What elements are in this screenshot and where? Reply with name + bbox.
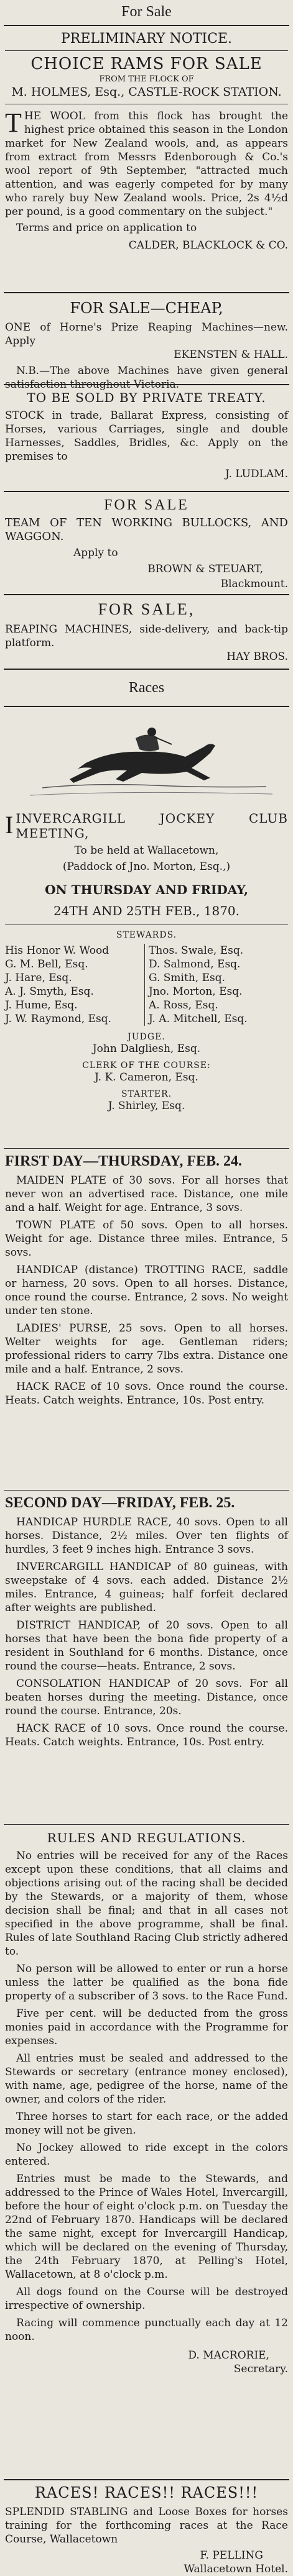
ludlam-advert	[5, 390, 288, 481]
race-entry: HANDICAP (distance) TROTTING RACE, saddle or harness, 20 sovs. Open to all horses. Distance, once round the course. Entrance, 2 sovs. No weight under ten stone.	[5, 1264, 288, 1317]
steward-name: D. Salmond, Esq.	[149, 958, 241, 971]
jockey-paddock: (Paddock of Jno. Morton, Esq.,)	[62, 861, 231, 873]
rams-body	[5, 109, 288, 219]
jockey-dates2: 24TH AND 25TH FEB., 1870.	[53, 903, 240, 918]
pelling-body: SPLENDID STABLING and Loose Boxes for horses training for the forthcoming races at the Race Course, Wallacetown	[5, 2506, 288, 2546]
clerk-name: J. K. Cameron, Esq.	[95, 1071, 198, 1084]
racehorse-engraving	[5, 713, 288, 806]
steward-name: His Honor W. Wood	[5, 944, 109, 957]
bullocks-apply: Apply to	[73, 547, 118, 559]
racehorse-image	[5, 713, 288, 806]
steward-name: J. Hume, Esq.	[5, 999, 78, 1012]
race-entry: No entries will be received for any of the Races except upon these conditions, that all claims and objections arising out of the racing shall be decided by the Stewards, or a majority of them, whose decision shall be final; and that in all cases not specified in the above programme, shall be final. Rules of late Southland Racing Club strictly adhered to.	[5, 1850, 288, 1958]
rams-terms: Terms and price on application to	[16, 222, 197, 234]
stewards-list	[5, 944, 288, 1026]
race-entry: Entries must be made to the Stewards, and addressed to the Prince of Wales Hotel, Invercargill, before the hour of eight o'clock p.m. on Tuesday the 22nd of February 1870. Handicaps will be declared the same night, except for Invercargill Handicap, which will be declared on the evening of Thursday, the 24th February 1870, at Pelling's Hotel, Wallacetown, at 8 o'clock p.m.	[5, 2173, 288, 2281]
steward-name: J. A. Mitchell, Esq.	[149, 1013, 248, 1025]
steward-name: J. Hare, Esq.	[5, 972, 72, 984]
judge-label: JUDGE.	[128, 1032, 165, 1042]
rams-notice-title: PRELIMINARY NOTICE.	[60, 31, 233, 47]
race-entry: HANDICAP HURDLE RACE, 40 sovs. Open to all horses. Distance, 2½ miles. Over ten flights of hurdles, 3 feet 9 inches high. Entrance 3 sovs.	[5, 1516, 288, 1556]
race-entry: CONSOLATION HANDICAP of 20 sovs. For all beaten horses during the meeting. Distance, once round the course. Entrance, 20s.	[5, 1678, 288, 1717]
bullocks-heading: FOR SALE	[104, 497, 189, 513]
race-entry: No person will be allowed to enter or run a horse unless the latter be qualified as the bona fide property of a subscriber of 3 sovs. to the Race Fund.	[5, 1963, 288, 2003]
steward-name: A. Ross, Esq.	[149, 999, 218, 1012]
divider	[4, 292, 289, 293]
ludlam-agent: J. LUDLAM.	[225, 468, 288, 480]
starter-name: J. Shirley, Esq.	[108, 1100, 185, 1112]
rams-owner: M. HOLMES, Esq., CASTLE-ROCK STATION.	[11, 85, 282, 99]
race-entry: HACK RACE of 10 sovs. Once round the course. Heats. Catch weights. Entrance, 10s. Post entry.	[5, 1381, 288, 1407]
second-day	[5, 1495, 288, 1749]
divider	[4, 1490, 289, 1491]
races-header: Races	[128, 680, 165, 696]
bullocks-place: Blackmount.	[220, 578, 288, 590]
second-day-races	[5, 1515, 288, 1749]
reaper-advert	[5, 299, 288, 391]
reaping-advert	[5, 600, 288, 664]
reaper-agent: EKENSTEN & HALL.	[174, 349, 288, 361]
divider	[4, 1824, 289, 1825]
first-day-title: FIRST DAY—THURSDAY, FEB. 24.	[5, 1153, 242, 1169]
race-entry: DISTRICT HANDICAP, of 20 sovs. Open to all horses that have been the bona fide property of a resident in Southland for 6 months. Distance, once round the course—heats. Entrance, 2 sovs.	[5, 1619, 288, 1673]
race-entry: Five per cent. will be deducted from the gross monies paid in accordance with the Programme for expenses.	[5, 2007, 288, 2047]
clerk-label: CLERK OF THE COURSE:	[82, 1061, 211, 1071]
judge-name: John Dalgliesh, Esq.	[92, 1043, 201, 1055]
rules-title: RULES AND REGULATIONS.	[47, 1830, 246, 1845]
pelling-agent: F. PELLING	[200, 2549, 263, 2562]
rules-signer-title: Secretary.	[233, 2363, 288, 2375]
jockey-dropcap: I	[5, 811, 14, 839]
steward-name: Jno. Morton, Esq.	[149, 985, 243, 998]
rams-body-text: HE WOOL from this flock has brought the highest price obtained this season in the London market for New Zealand wools, and, as appears from extract from Messrs Edenborough & Co.'s wool report of 9th September, "attracted much attention, and was eagerly competed for by many who rarely buy New Zealand wools. Price, 2s 4½d per pound, is a good commentary on the subject."	[5, 110, 288, 218]
race-entry: TOWN PLATE of 50 sovs. Open to all horses. Weight for age. Distance three miles. Entrance, 5 sovs.	[5, 1219, 288, 1259]
rams-advert	[5, 31, 288, 252]
for-sale-header: For Sale	[121, 4, 172, 20]
jockey-held: To be held at Wallacetown,	[74, 844, 219, 857]
race-entry: LADIES' PURSE, 25 sovs. Open to all horses. Welter weights for age. Gentleman riders; professional riders to carry 7lbs extra. Distance one mile and a half. Entrance, 2 sovs.	[5, 1322, 288, 1376]
steward-name: G. M. Bell, Esq.	[5, 958, 88, 971]
jockey-title-text: INVERCARGILL JOCKEY CLUB MEETING,	[16, 811, 288, 841]
divider	[4, 669, 289, 670]
steward-name: Thos. Swale, Esq.	[149, 944, 244, 957]
pelling-heading: RACES! RACES!! RACES!!!	[34, 2484, 259, 2501]
ludlam-heading: TO BE SOLD BY PRIVATE TREATY.	[27, 390, 266, 405]
first-day-races	[5, 1174, 288, 1407]
pelling-advert	[5, 2484, 288, 2576]
ludlam-body: STOCK in trade, Ballarat Express, consisting of Horses, various Carriages, single and double Harnesses, Saddles, Bridles, &c. Apply on the premises to	[5, 409, 288, 463]
steward-name: A. J. Smyth, Esq.	[5, 985, 94, 998]
starter-label: STARTER.	[121, 1089, 172, 1099]
stewards-right	[144, 944, 288, 1026]
reaper-body: ONE of Horne's Prize Reaping Machines—new. Apply	[5, 321, 288, 347]
pelling-place: Wallacetown Hotel.	[184, 2563, 288, 2575]
race-entry: HACK RACE of 10 sovs. Once round the course. Heats. Catch weights. Entrance, 10s. Post entry.	[5, 1722, 288, 1748]
race-entry: All dogs found on the Course will be destroyed irrespective of ownership.	[5, 2286, 288, 2312]
jockey-dates: ON THURSDAY AND FRIDAY,	[45, 882, 248, 897]
reaping-heading: FOR SALE,	[98, 600, 195, 618]
stewards-label: STEWARDS.	[116, 930, 177, 940]
divider	[4, 2479, 289, 2480]
jockey-title	[5, 811, 288, 841]
steward-name: J. W. Raymond, Esq.	[5, 1013, 111, 1025]
divider	[4, 706, 289, 707]
bullocks-body: TEAM OF TEN WORKING BULLOCKS, AND WAGGON.	[5, 516, 288, 543]
divider	[5, 50, 288, 51]
divider	[4, 594, 289, 595]
second-day-title: SECOND DAY—FRIDAY, FEB. 25.	[5, 1495, 235, 1511]
rams-heading: CHOICE RAMS FOR SALE	[30, 55, 263, 73]
race-entry: Three horses to start for each race, or the added money will not be given.	[5, 2111, 288, 2137]
reaper-heading: FOR SALE—CHEAP,	[70, 299, 223, 317]
reaper-nb: N.B.—The above Machines have given general satisfaction throughout Victoria.	[5, 365, 288, 391]
race-entry: INVERCARGILL HANDICAP of 80 guineas, with sweepstake of 4 sovs. each added. Distance 2½ miles. Entrance, 4 guineas; half forfeit declared after weights are published.	[5, 1561, 288, 1614]
rams-agent: CALDER, BLACKLOCK & CO.	[128, 239, 288, 252]
bullocks-agent: BROWN & STEUART,	[147, 563, 263, 575]
first-day	[5, 1153, 288, 1407]
reaping-agent: HAY BROS.	[226, 651, 288, 663]
rules-section	[5, 1830, 288, 2376]
reaping-body: REAPING MACHINES, side-delivery, and back-tip platform.	[5, 623, 288, 649]
race-entry: Racing will commence punctually each day at 12 noon.	[5, 2317, 288, 2343]
stewards-left	[5, 944, 144, 1026]
jockey-club-advert	[5, 811, 288, 1113]
rams-sub: FROM THE FLOCK OF	[99, 75, 194, 84]
race-entry: No Jockey allowed to ride except in the colors entered.	[5, 2142, 288, 2168]
divider	[4, 384, 289, 385]
rules-signer: D. MACRORIE,	[188, 2349, 269, 2362]
divider	[4, 1148, 289, 1149]
race-entry: MAIDEN PLATE of 30 sovs. For all horses that never won an advertised race. Distance, one mile and a half. Weight for age. Entrance, 3 sovs.	[5, 1174, 288, 1214]
race-entry: All entries must be sealed and addressed to the Stewards or secretary (entrance money enclosed), with name, age, pedigree of the horse, name of the owner, and colors of the rider.	[5, 2052, 288, 2106]
rams-dropcap: T	[5, 107, 22, 138]
divider	[4, 491, 289, 492]
steward-name: G. Smith, Esq.	[149, 972, 225, 984]
divider	[4, 25, 289, 26]
rules-list	[5, 1849, 288, 2344]
bullocks-advert	[5, 497, 288, 591]
